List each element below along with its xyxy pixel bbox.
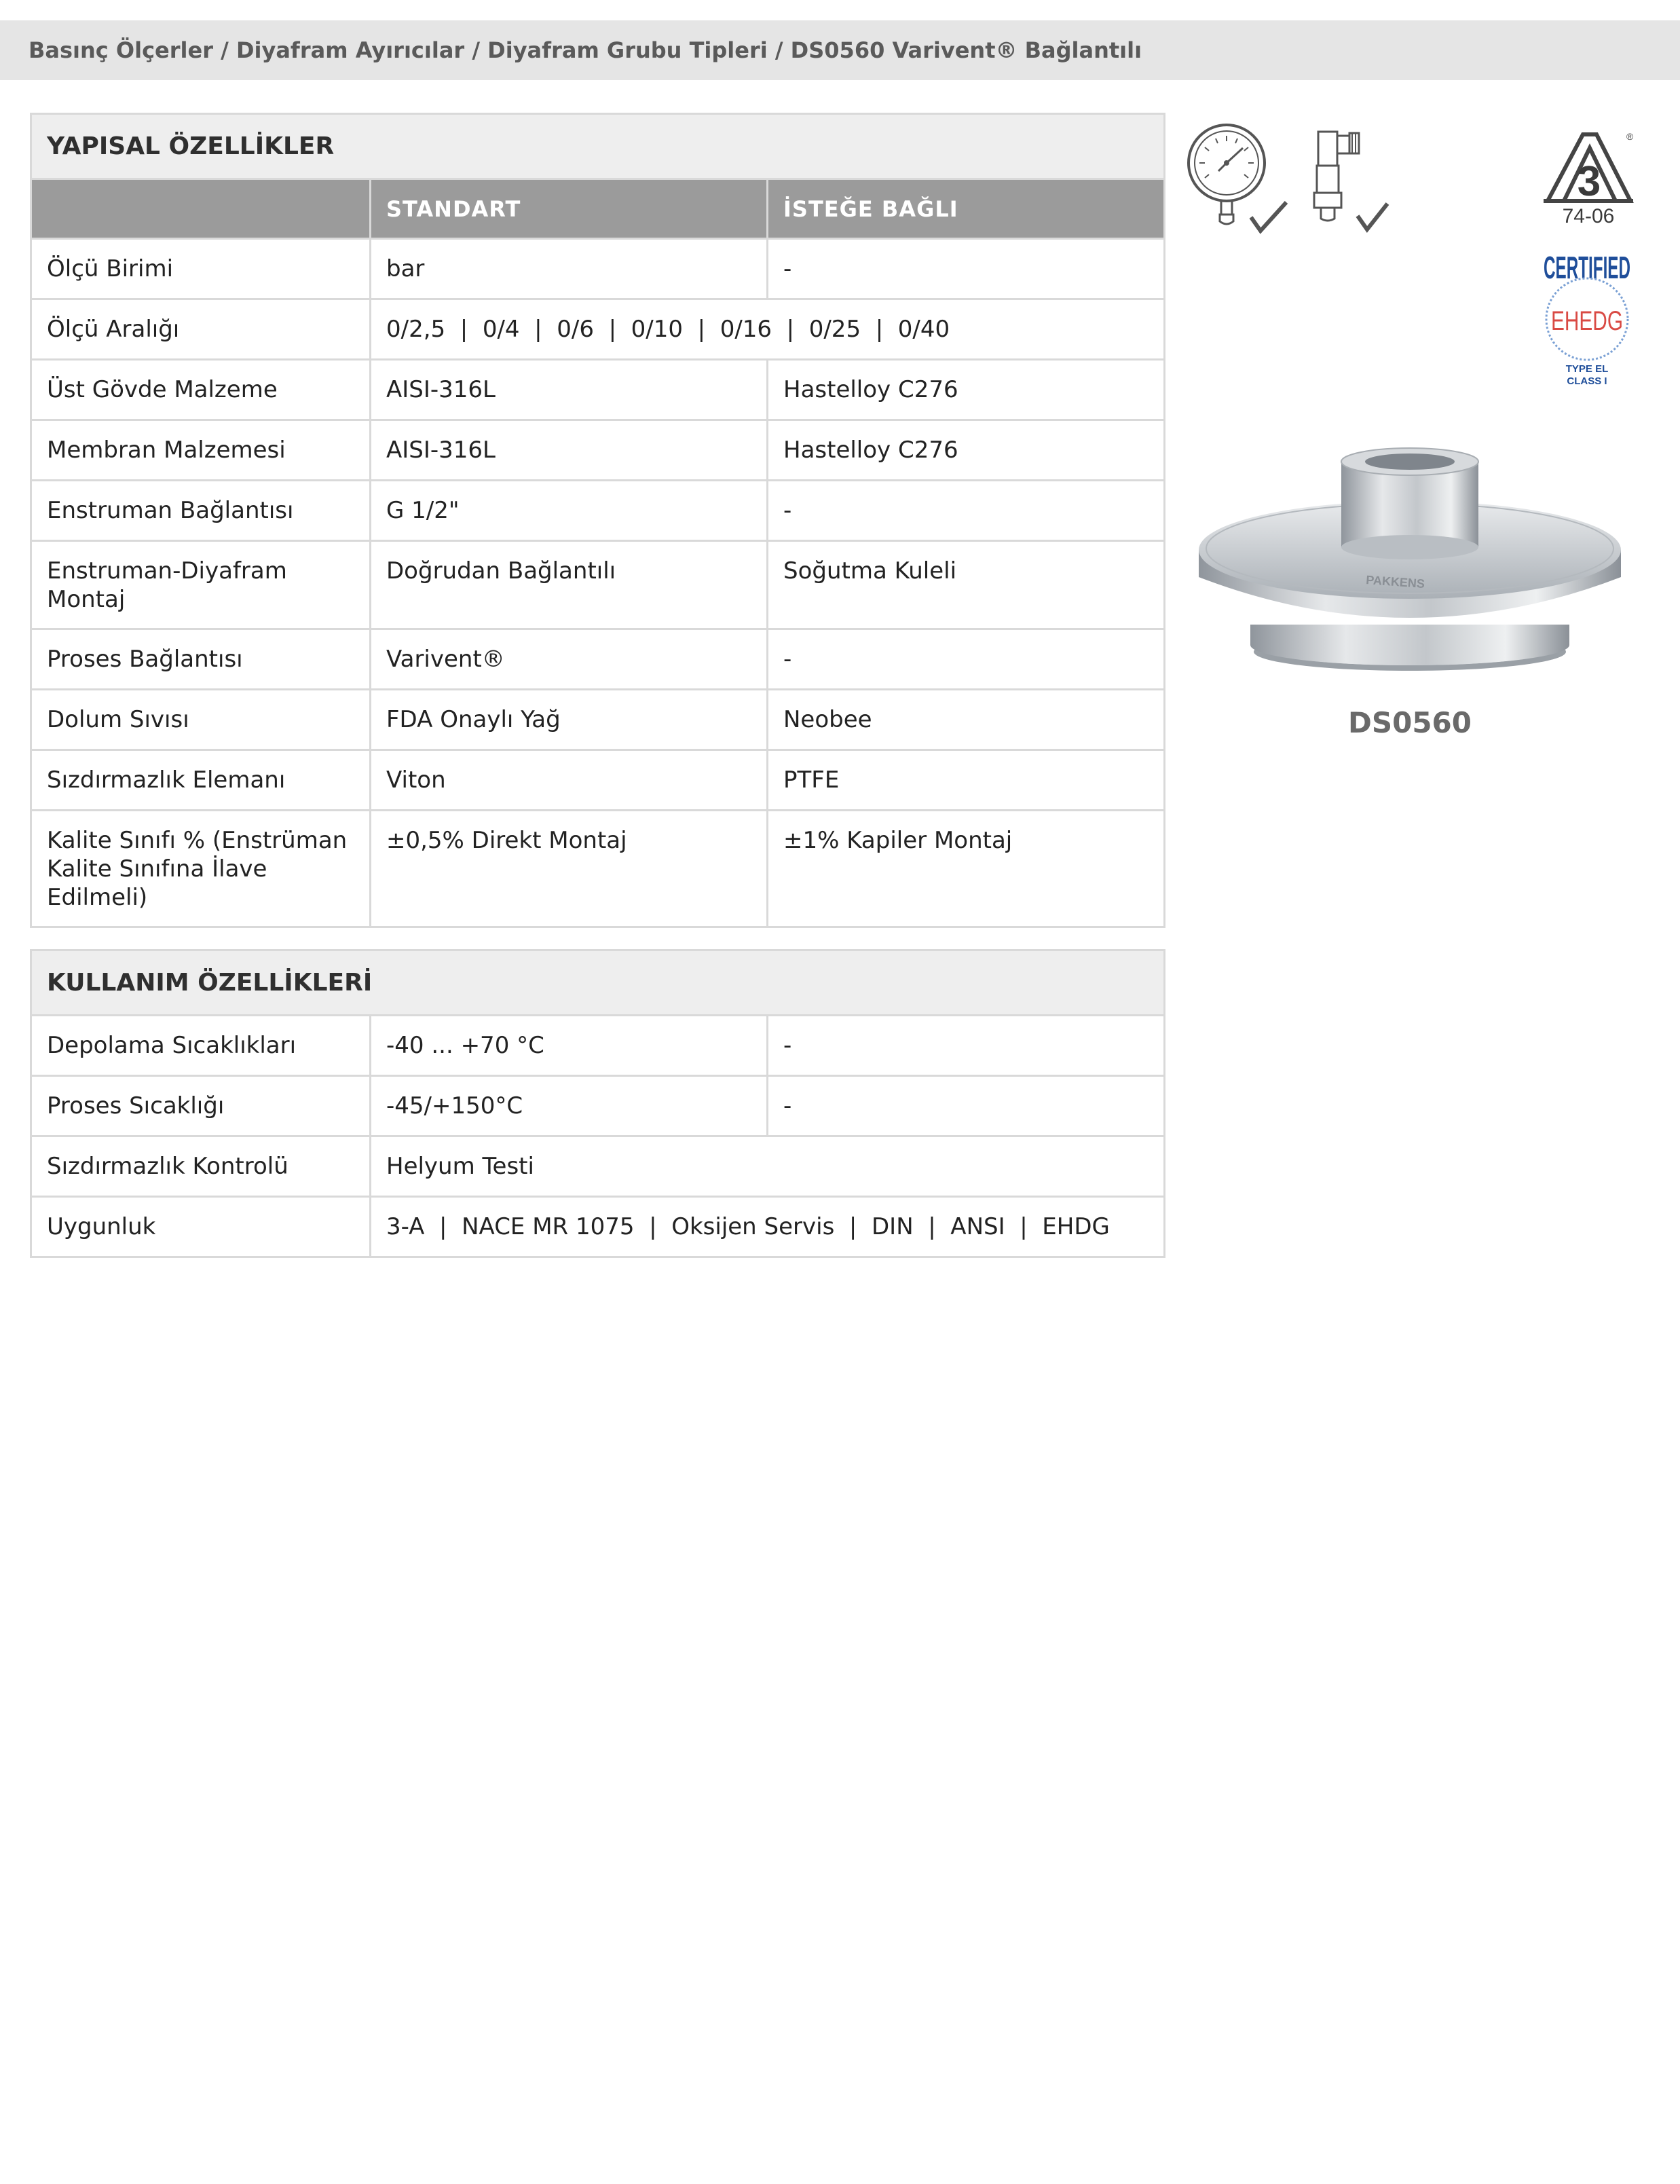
row-label: Sızdırmazlık Kontrolü xyxy=(31,1136,371,1197)
row-label: Enstruman-Diyafram Montaj xyxy=(31,541,371,629)
column-header-standard: STANDART xyxy=(371,179,768,239)
table-row xyxy=(31,1136,1165,1197)
usage-features-table xyxy=(30,949,1165,1258)
svg-text:CLASS I: CLASS I xyxy=(1567,375,1607,387)
optional-value: Hastelloy C276 xyxy=(768,420,1165,481)
checkmark-icon xyxy=(1251,202,1286,231)
ehedg-certified-logo xyxy=(1539,243,1635,389)
standard-value: -40 ... +70 °C xyxy=(371,1016,768,1076)
optional-value: - xyxy=(768,1076,1165,1136)
optional-value: - xyxy=(768,1016,1165,1076)
optional-value: Soğutma Kuleli xyxy=(768,541,1165,629)
structural-features-table xyxy=(30,113,1165,928)
standard-value: bar xyxy=(371,239,768,299)
standard-value: 3-A | NACE MR 1075 | Oksijen Servis | DIN | ANSI | EHDG xyxy=(371,1197,1165,1257)
optional-value: Neobee xyxy=(768,690,1165,750)
product-code: DS0560 xyxy=(1347,706,1472,739)
row-label: Üst Gövde Malzeme xyxy=(31,360,371,420)
row-label: Sızdırmazlık Elemanı xyxy=(31,750,371,811)
structural-features-title: YAPISAL ÖZELLİKLER xyxy=(31,114,1165,179)
pressure-gauge-icon xyxy=(1184,122,1293,238)
optional-value: ±1% Kapiler Montaj xyxy=(768,811,1165,927)
pressure-transmitter-icon xyxy=(1303,122,1398,238)
breadcrumb: Basınç Ölçerler / Diyafram Ayırıcılar / Diyafram Grubu Tipleri / DS0560 Varivent® Bağlantılı xyxy=(0,20,1680,80)
table-row xyxy=(31,690,1165,750)
usage-features-title: KULLANIM ÖZELLİKLERİ xyxy=(31,950,1165,1016)
svg-text:®: ® xyxy=(1626,131,1634,142)
table-row xyxy=(31,1016,1165,1076)
table-row xyxy=(31,1197,1165,1257)
svg-text:3: 3 xyxy=(1577,158,1601,205)
standard-value: Helyum Testi xyxy=(371,1136,1165,1197)
row-label: Proses Bağlantısı xyxy=(31,629,371,690)
standard-value: ±0,5% Direkt Montaj xyxy=(371,811,768,927)
optional-value: Hastelloy C276 xyxy=(768,360,1165,420)
row-label: Enstruman Bağlantısı xyxy=(31,481,371,541)
standard-value: AISI-316L xyxy=(371,420,768,481)
three-a-logo xyxy=(1541,128,1636,229)
column-header-optional: İSTEĞE BAĞLI xyxy=(768,179,1165,239)
table-row xyxy=(31,299,1165,360)
optional-value: - xyxy=(768,629,1165,690)
table-row xyxy=(31,360,1165,420)
row-label: Proses Sıcaklığı xyxy=(31,1076,371,1136)
optional-value: PTFE xyxy=(768,750,1165,811)
table-row xyxy=(31,629,1165,690)
row-label: Dolum Sıvısı xyxy=(31,690,371,750)
checkmark-icon xyxy=(1358,204,1387,229)
table-row xyxy=(31,1076,1165,1136)
table-row xyxy=(31,239,1165,299)
table-row xyxy=(31,750,1165,811)
svg-text:CERTIFIED: CERTIFIED xyxy=(1544,250,1630,285)
standard-value: FDA Onaylı Yağ xyxy=(371,690,768,750)
row-label: Ölçü Birimi xyxy=(31,239,371,299)
svg-text:TYPE EL: TYPE EL xyxy=(1565,363,1609,375)
table-row xyxy=(31,811,1165,927)
table-row xyxy=(31,481,1165,541)
row-label: Ölçü Aralığı xyxy=(31,299,371,360)
standard-value: -45/+150°C xyxy=(371,1076,768,1136)
row-label: Uygunluk xyxy=(31,1197,371,1257)
column-header-empty xyxy=(31,179,371,239)
svg-text:PAKKENS: PAKKENS xyxy=(1365,573,1425,591)
standard-value: Doğrudan Bağlantılı xyxy=(371,541,768,629)
standard-value: G 1/2" xyxy=(371,481,768,541)
standard-value: Varivent® xyxy=(371,629,768,690)
standard-value: AISI-316L xyxy=(371,360,768,420)
row-label: Depolama Sıcaklıkları xyxy=(31,1016,371,1076)
table-row xyxy=(31,541,1165,629)
optional-value: - xyxy=(768,481,1165,541)
optional-value: - xyxy=(768,239,1165,299)
row-label: Kalite Sınıfı % (Enstrüman Kalite Sınıfına İlave Edilmeli) xyxy=(31,811,371,927)
product-image xyxy=(1196,448,1624,679)
standard-value: 0/2,5 | 0/4 | 0/6 | 0/10 | 0/16 | 0/25 | 0/40 xyxy=(371,299,1165,360)
svg-text:74-06: 74-06 xyxy=(1562,205,1615,227)
table-row xyxy=(31,420,1165,481)
svg-text:EHEDG: EHEDG xyxy=(1551,306,1623,336)
row-label: Membran Malzemesi xyxy=(31,420,371,481)
standard-value: Viton xyxy=(371,750,768,811)
